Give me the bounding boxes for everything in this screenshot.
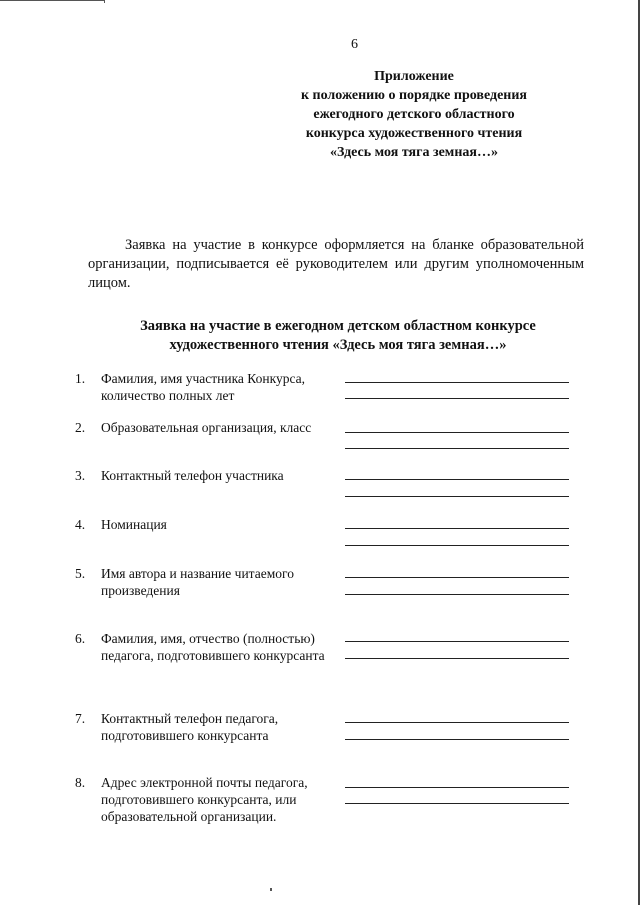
scan-speck — [270, 888, 272, 891]
item-label: Образовательная организация, класс — [101, 420, 312, 435]
item-label: Фамилия, имя, отчество (полностью) педагога, подготовившего конкурсанта — [101, 631, 325, 663]
answer-line[interactable] — [345, 528, 569, 529]
item-number: 5. — [75, 566, 86, 581]
answer-line[interactable] — [345, 479, 569, 480]
answer-line[interactable] — [345, 594, 569, 595]
item-label: Контактный телефон педагога, подготовившего конкурсанта — [101, 711, 279, 743]
item-number: 4. — [75, 517, 86, 532]
answer-line[interactable] — [345, 448, 569, 449]
item-number: 2. — [75, 420, 86, 435]
item-label: Адрес электронной почты педагога, подготовившего конкурсанта, или образовательной организации. — [101, 775, 308, 824]
answer-line[interactable] — [345, 739, 569, 740]
appendix-header — [264, 67, 564, 162]
answer-line[interactable] — [345, 641, 569, 642]
answer-line[interactable] — [345, 398, 569, 399]
answer-line[interactable] — [345, 577, 569, 578]
appendix-line: ежегодного детского областного — [313, 107, 515, 122]
intro-paragraph — [88, 236, 584, 293]
item-number: 1. — [75, 371, 86, 386]
item-number: 3. — [75, 468, 86, 483]
answer-line[interactable] — [345, 787, 569, 788]
answer-line[interactable] — [345, 382, 569, 383]
answer-line[interactable] — [345, 803, 569, 804]
intro-text: Заявка на участие в конкурсе оформляется на бланке образовательной организации, подписывается её руководителем или другим уполномоченным лицом. — [88, 237, 584, 291]
answer-line[interactable] — [345, 722, 569, 723]
appendix-line: к положению о порядке проведения — [300, 88, 527, 103]
item-number: 8. — [75, 775, 86, 790]
answer-line[interactable] — [345, 658, 569, 659]
item-label: Контактный телефон участника — [101, 468, 284, 483]
item-label: Фамилия, имя участника Конкурса, количество полных лет — [101, 371, 305, 403]
answer-line[interactable] — [345, 545, 569, 546]
answer-line[interactable] — [345, 432, 569, 433]
form-title: Заявка на участие в ежегодном детском областном конкурсе художественного чтения «Здесь моя тяга земная…» — [140, 318, 536, 353]
page-number: 6 — [351, 37, 358, 52]
appendix-line: «Здесь моя тяга земная…» — [330, 145, 498, 160]
item-number: 7. — [75, 711, 86, 726]
appendix-line: конкурса художественного чтения — [305, 126, 523, 141]
item-label: Имя автора и название читаемого произведения — [101, 566, 294, 598]
scan-border-top — [0, 0, 105, 3]
item-number: 6. — [75, 631, 86, 646]
appendix-line: Приложение — [374, 69, 454, 84]
item-label: Номинация — [101, 517, 167, 532]
answer-line[interactable] — [345, 496, 569, 497]
